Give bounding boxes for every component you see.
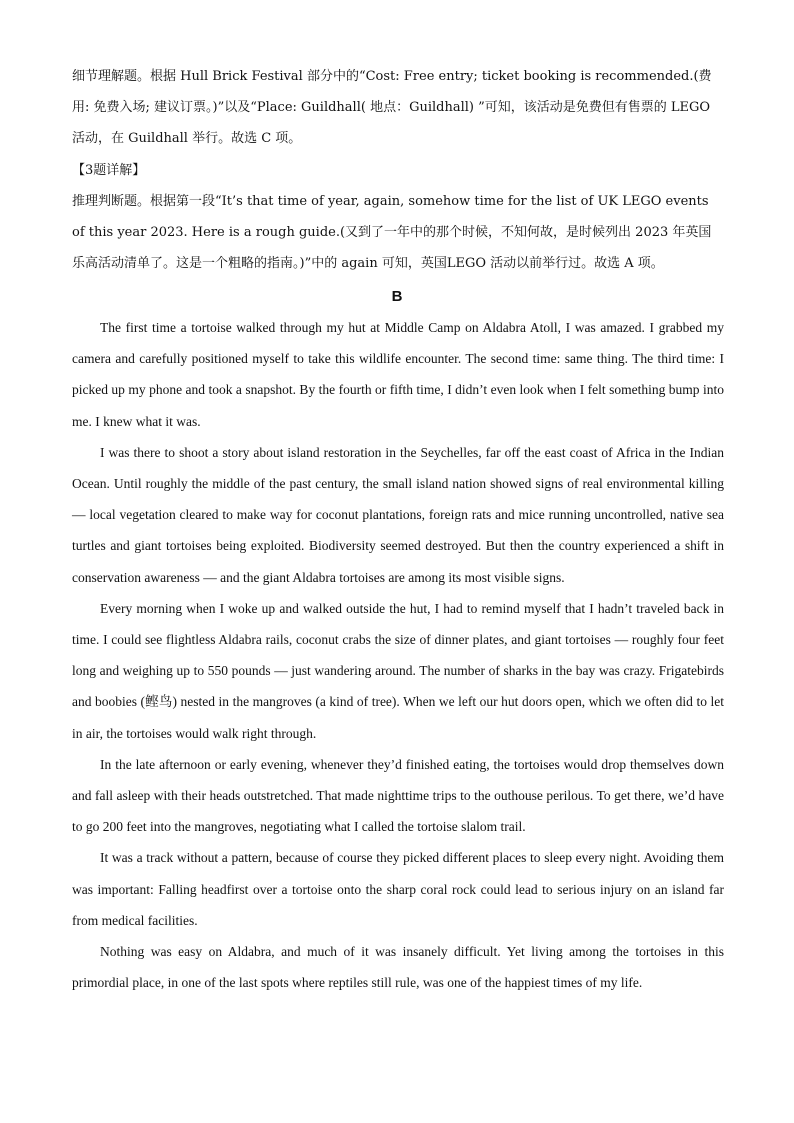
passage-paragraph: Every morning when I woke up and walked outside the hut, I had to remind myself that I hadn’t traveled back in time. I could see flightless Aldabra rails, coconut crabs the size of dinner plates, and giant tortoises — roughly four feet long and weighing up to 550 pounds — just wandering around. The number of sharks in the bay was crazy. Frigatebirds and boobies (鲣鸟) nested in the mangroves (a kind of tree). When we left our hut doors open, which we often did to let in air, the tortoises would walk right through.	[72, 600, 724, 741]
question-2-explanation: 细节理解题。根据 Hull Brick Festival 部分中的“Cost: Free entry; ticket booking is recommended.(费用: 免费入场; 建议订票。)”以及“Place: Guildhall( 地点：Guildhall) ”可知，该活动是免费但有售票的 LEGO 活动，在 Guildhall 举行。故选 C 项。	[72, 69, 712, 147]
passage-paragraph: The first time a tortoise walked through my hut at Middle Camp on Aldabra Atoll, I was amazed. I grabbed my camera and carefully positioned myself to take this wildlife encounter. The second time: same thing. The third time: I picked up my phone and took a snapshot. By the fourth or fifth time, I didn’t even look when I felt something bump into me. I knew what it was.	[72, 320, 724, 429]
section-b-heading: B	[391, 288, 403, 305]
passage-paragraph: In the late afternoon or early evening, whenever they’d finished eating, the tortoises would drop themselves down and fall asleep with their heads outstretched. That made nighttime trips to the outhouse perilous. To get there, we’d have to go 200 feet into the mangroves, negotiating what I called the tortoise slalom trail.	[72, 756, 724, 835]
passage-paragraph: It was a track without a pattern, because of course they picked different places to sleep every night. Avoiding them was important: Falling headfirst over a tortoise onto the sharp coral rock could lead to serious injury on an island far from medical facilities.	[72, 850, 724, 928]
question-3-label: 【3题详解】	[72, 163, 146, 178]
passage-paragraph: I was there to shoot a story about island restoration in the Seychelles, far off the east coast of Africa in the Indian Ocean. Until roughly the middle of the past century, the small island nation showed signs of real environmental killing — local vegetation cleared to make way for coconut plantations, foreign rats and mice running uncontrolled, native sea turtles and giant tortoises being exploited. Biodiversity seemed destroyed. But then the country experienced a shift in conservation awareness — and the giant Aldabra tortoises are among its most visible signs.	[72, 444, 724, 585]
passage-b	[72, 312, 724, 998]
question-3-explanation: 推理判断题。根据第一段“It’s that time of year, again, somehow time for the list of UK LEGO events of this year 2023. Here is a rough guide.(又到了一年中的那个时候，不知何故，是时候列出 2023 年英国乐高活动清单了。这是一个粗略的指南。)”中的 again 可知，英国LEGO 活动以前举行过。故选 A 项。	[72, 194, 712, 272]
passage-paragraph: Nothing was easy on Aldabra, and much of it was insanely difficult. Yet living among the tortoises in this primordial place, in one of the last spots where reptiles still rule, was one of the happiest times of my life.	[72, 944, 724, 991]
